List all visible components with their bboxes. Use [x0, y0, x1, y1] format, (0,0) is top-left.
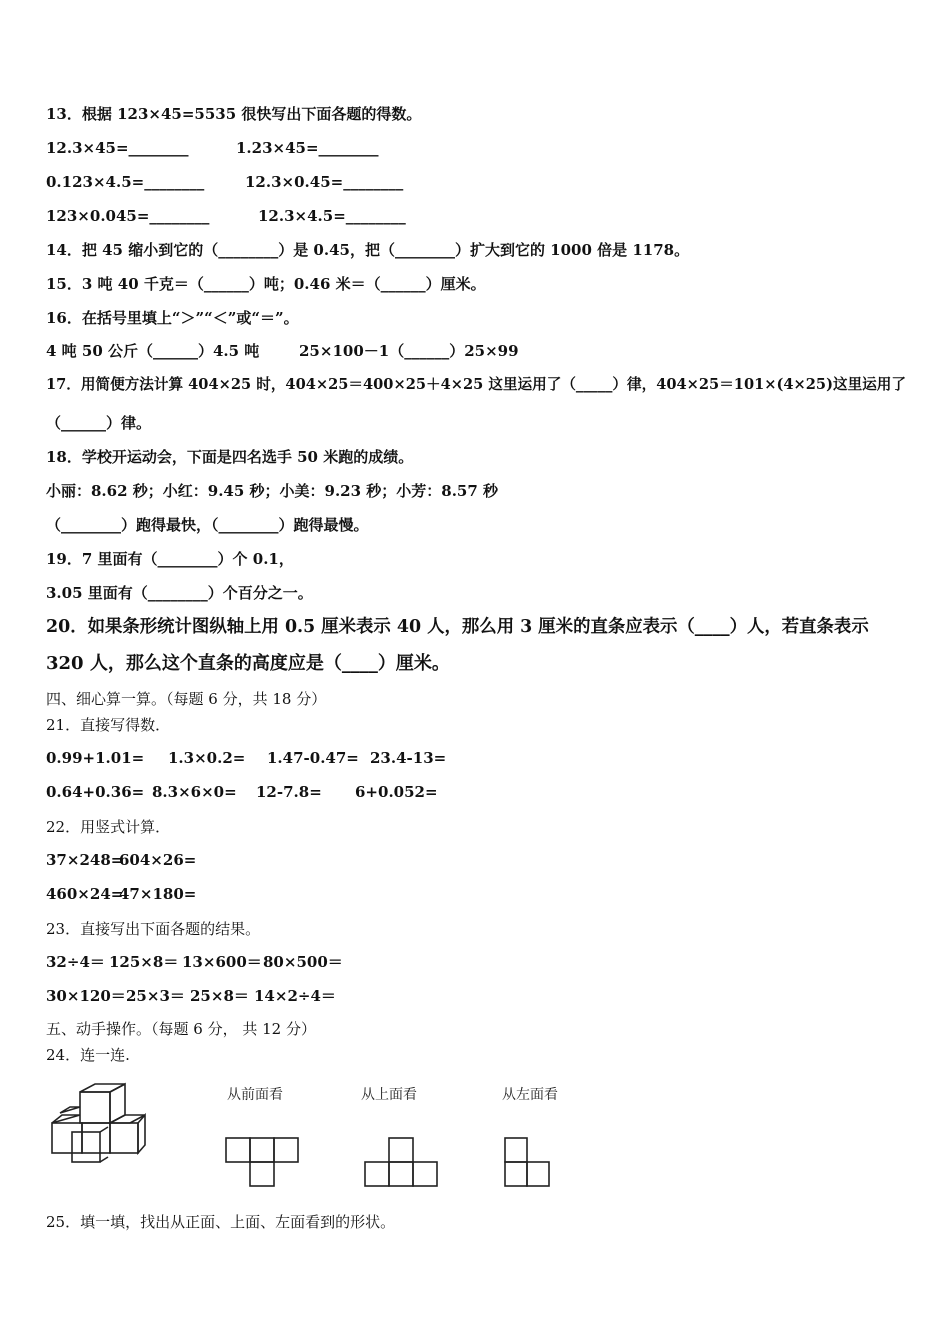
q21-stem: 21．直接写得数．	[46, 716, 171, 734]
q22-row-1	[46, 850, 196, 870]
q22-stem: 22．用竖式计算．	[46, 818, 171, 836]
q13-row-1	[46, 138, 379, 158]
q19-line-2[interactable]: 3.05 里面有（________）个百分之一。	[46, 584, 313, 602]
left-view-shape[interactable]	[505, 1138, 549, 1186]
q23-stem: 23．直接写出下面各题的结果。	[46, 920, 261, 938]
section-4-heading: 四、细心算一算。（每题 6 分，共 18 分）	[46, 690, 327, 708]
q17-line-1[interactable]: 17．用简便方法计算 404×25 时，404×25＝400×25＋4×25 这里运用了（_____）律，404×25＝101×(4×25)这里运用了	[46, 376, 906, 393]
top-view-shape[interactable]	[365, 1138, 437, 1186]
q23-r1-a[interactable]: 32÷4＝	[46, 953, 105, 971]
q22-r2-a[interactable]: 460×24=	[46, 885, 124, 903]
q23-r1-c[interactable]: 13×600＝	[182, 953, 262, 971]
q15[interactable]: 15．3 吨 40 千克＝（______）吨；0.46 米＝（______）厘米。	[46, 275, 486, 293]
q24-stem: 24．连一连.	[46, 1046, 130, 1064]
q21-r1-d[interactable]: 23.4-13=	[370, 749, 447, 767]
q21-r2-a[interactable]: 0.64+0.36=	[46, 783, 145, 801]
q14[interactable]: 14．把 45 缩小到它的（________）是 0.45，把（________）扩大到它的 1000 倍是 1178。	[46, 241, 690, 259]
q21-r1-a[interactable]: 0.99+1.01=	[46, 749, 145, 767]
q16-stem: 16．在括号里填上“＞”“＜”或“＝”。	[46, 309, 299, 327]
view-caption-front: 从前面看	[227, 1087, 283, 1103]
q13-row-2	[46, 172, 403, 192]
q22-r1-a[interactable]: 37×248=	[46, 851, 124, 869]
q18-data: 小丽：8.62 秒；小红：9.45 秒；小美：9.23 秒；小芳：8.57 秒	[46, 482, 499, 500]
q13-stem: 13．根据 123×45=5535 很快写出下面各题的得数。	[46, 105, 422, 123]
q21-r1-b[interactable]: 1.3×0.2=	[168, 749, 246, 767]
q22-r1-b[interactable]: 604×26=	[119, 851, 197, 869]
q23-r2-d[interactable]: 14×2÷4＝	[254, 987, 336, 1005]
q13-r3-a[interactable]: 123×0.045=________	[46, 207, 210, 225]
q25: 25．填一填，找出从正面、上面、左面看到的形状。	[46, 1213, 396, 1231]
q21-row-1	[46, 748, 446, 768]
q19-line-1[interactable]: 19．7 里面有（________）个 0.1，	[46, 550, 294, 568]
q21-r2-d[interactable]: 6+0.052=	[355, 783, 438, 801]
q21-r2-b[interactable]: 8.3×6×0=	[152, 783, 237, 801]
q23-r2-b[interactable]: 25×3＝	[126, 987, 185, 1005]
q17-line-2[interactable]: （______）律。	[46, 414, 152, 432]
q13-r1-a[interactable]: 12.3×45=________	[46, 139, 189, 157]
cube-stack-3d[interactable]	[52, 1084, 145, 1162]
q13-r3-b[interactable]: 12.3×4.5=________	[258, 207, 406, 225]
section-5-heading: 五、动手操作。（每题 6 分， 共 12 分）	[46, 1020, 316, 1038]
q23-r1-b[interactable]: 125×8＝	[109, 953, 179, 971]
q13-r1-b[interactable]: 1.23×45=________	[236, 139, 379, 157]
q21-r2-c[interactable]: 12-7.8=	[256, 783, 322, 801]
q18-ask[interactable]: （________）跑得最快，（________）跑得最慢。	[46, 516, 369, 534]
q13-row-3	[46, 206, 406, 226]
q22-row-2	[46, 884, 196, 904]
q21-row-2	[46, 782, 438, 802]
q23-r2-c[interactable]: 25×8＝	[190, 987, 249, 1005]
q13-r2-a[interactable]: 0.123×4.5=________	[46, 173, 205, 191]
q21-r1-c[interactable]: 1.47-0.47=	[267, 749, 359, 767]
q23-r1-d[interactable]: 80×500＝	[263, 953, 343, 971]
view-caption-left: 从左面看	[502, 1087, 558, 1103]
view-caption-top: 从上面看	[361, 1087, 417, 1103]
q23-r2-a[interactable]: 30×120＝	[46, 987, 126, 1005]
q16-item-2[interactable]: 25×100－1（______）25×99	[299, 342, 519, 360]
q23-row-2	[46, 986, 336, 1006]
q18-stem: 18．学校开运动会，下面是四名选手 50 米跑的成绩。	[46, 448, 414, 466]
q16-items	[46, 341, 519, 361]
front-view-shape[interactable]	[226, 1138, 298, 1186]
q16-item-1[interactable]: 4 吨 50 公斤（______）4.5 吨	[46, 342, 260, 360]
q20-line-2[interactable]: 320 人，那么这个直条的高度应是（____）厘米。	[46, 653, 450, 674]
q22-r2-b[interactable]: 47×180=	[119, 885, 197, 903]
q20-line-1[interactable]: 20．如果条形统计图纵轴上用 0.5 厘米表示 40 人，那么用 3 厘米的直条应表示（____）人，若直条表示	[46, 617, 869, 637]
q13-r2-b[interactable]: 12.3×0.45=________	[245, 173, 404, 191]
q23-row-1	[46, 952, 343, 972]
q24-figure	[0, 1075, 620, 1200]
